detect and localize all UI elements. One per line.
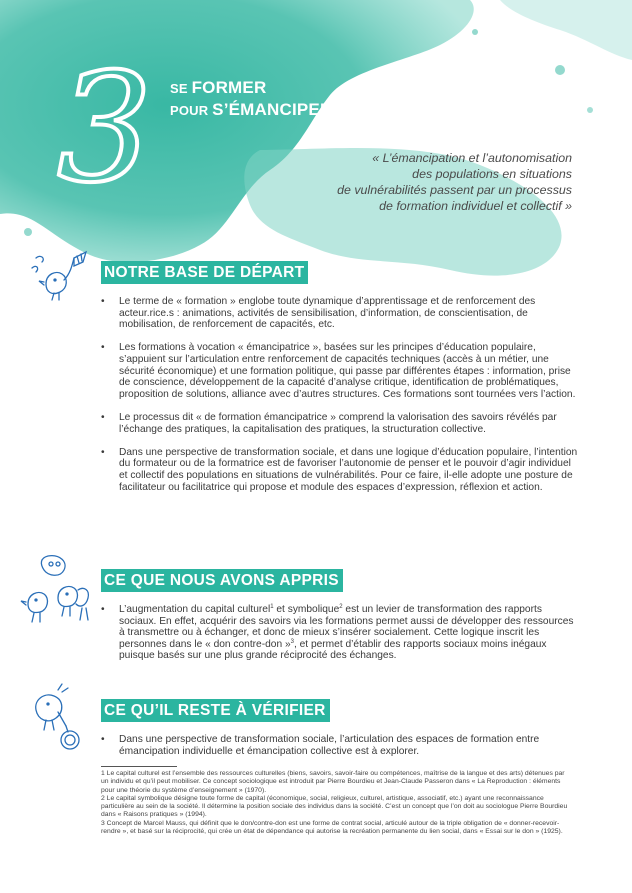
footnotes xyxy=(101,770,571,836)
chapter-number-graphic xyxy=(52,52,162,202)
bird-with-flag-icon xyxy=(28,244,90,304)
list-item: • L’augmentation du capital culturel$^1$ et symbolique$^2$ est un levier de transformation des rapports sociaux. En effet, acquérir des savoirs via les formations permet aussi de développer des ressources à transmettre ou à échanger, et donc de mieux s’insérer socialement. Cette logique inscrit les personnes dans le « don contre-don »$^3$, et permet d’établir des rapports sociaux moins inégaux puisque basés sur une plus grande réciprocité des échanges. xyxy=(101,604,579,662)
section-heading-verifier: CE QU’IL RESTE À VÉRIFIER xyxy=(101,699,330,722)
base-list xyxy=(101,296,579,505)
list-item: • Les formations à vocation « émancipatrice », basées sur les principes d’éducation populaire, s’appuient sur l’articulation entre renforcement de capacités techniques (accès à un métier, une sécurité économique) et une formation politique, qui passe par différentes étapes : information, prise de conscience, développement de la capacité d’analyse critique, identification de problématiques, proposition de solutions, alliance avec d’autres structures. Ces formations sont tournées vers l’action. xyxy=(101,342,579,400)
footnote-2: 2 Le capital symbolique désigne toute forme de capital (économique, social, religieux, culturel, artistique, associatif, etc.) ayant une reconnaissance particulière au sein de la société. Il détermine la position sociale des individus dans la société. C’est un concept que l’on doit au sociologue Pierre Bourdieu dans « Raisons pratiques » (1994). xyxy=(101,794,568,819)
list-item: • Le processus dit « de formation émancipatrice » comprend la valorisation des savoirs révélés par l’échange des pratiques, la capitalisation des pratiques, la structuration collective. xyxy=(101,412,579,435)
list-item: • Le terme de « formation » englobe toute dynamique d’apprentissage et de renforcement des acteur.rice.s : animations, activités de sensibilisation, d’information, de conscientisation, de mobilisation, de renforcement de capacités, etc. xyxy=(101,296,579,331)
three-birds-icon xyxy=(18,552,98,632)
section-heading-appris: CE QUE NOUS AVONS APPRIS xyxy=(101,569,343,592)
footnote-3: 3 Concept de Marcel Mauss, qui définit que le don/contre-don est une forme de contrat social, articulé autour de la triple obligation de « donner-recevoir-rendre », et basé sur la réciprocité, qui crée un état de dépendance qui autorise la recréation permanente du lien social, dans « Essai sur le don » (1925). xyxy=(101,819,563,836)
bird-with-magnifier-icon xyxy=(28,682,94,754)
appris-list xyxy=(101,604,579,674)
list-item: • Dans une perspective de transformation sociale, l’articulation des espaces de formation entre émancipation individuelle et émancipation collective est à explorer. xyxy=(101,734,579,757)
footnote-divider xyxy=(101,766,177,767)
chapter-title-line1: SE FORMER xyxy=(170,78,267,97)
verifier-list xyxy=(101,734,579,769)
footnote-1: 1 Le capital culturel est l’ensemble des ressources culturelles (biens, savoirs, savoir-faire ou compétences, maîtrise de la langue et des arts) détenues par un individu et qu’il peut mobiliser. Ce concept sociologique est introduit par Pierre Bourdieu et Jean-Claude Passeron dans « La Reproduction : éléments pour une théorie du système d’enseignement » (1970). xyxy=(101,770,565,794)
chapter-title-line2: POUR S’ÉMANCIPER xyxy=(170,100,333,119)
section-heading-base: NOTRE BASE DE DÉPART xyxy=(101,261,308,284)
list-item: • Dans une perspective de transformation sociale, et dans une logique d’éducation populaire, l’intention du formateur ou de la formatrice est de favoriser l’autonomie de penser et le pouvoir d’agir individuel et collectif des populations en situations de vulnérabilités. Pour ce faire, il-elle adopte une posture de facilitateur ou facilitatrice qui propose et module des espaces d’expression, réflexion et action. xyxy=(101,447,579,493)
chapter-number: 3 xyxy=(57,52,153,202)
intro-quote: « L’émancipation et l’autonomisation des populations en situations de vulnérabilités passent par un processus de formation individuel et collectif » xyxy=(337,151,572,213)
